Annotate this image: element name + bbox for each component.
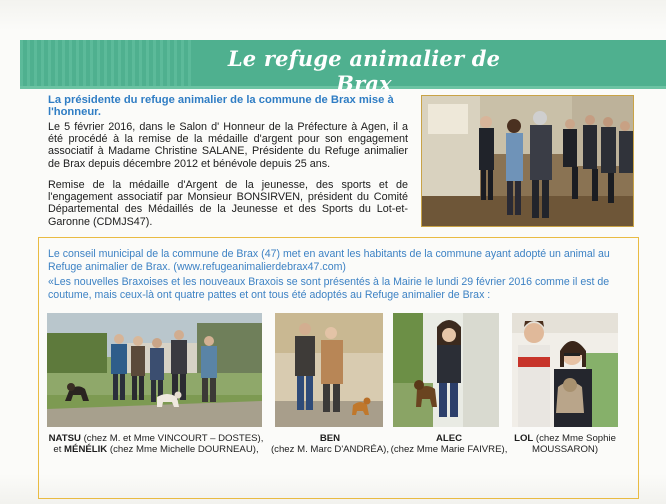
caption-menelik-name: MÉNÉLIK <box>64 444 108 456</box>
adoption-photo-alec <box>393 313 499 427</box>
caption-lol-name: LOL <box>514 433 534 444</box>
ceremony-photo <box>421 95 634 227</box>
intro-paragraph-1: Le 5 février 2016, dans le Salon d' Honneur de la Préfecture à Agen, il a été procédé à la remise de la médaille d'argent pour son engagement associatif à Madame Christine SALANE, Présidente du Refuge animalier de Brax depuis décembre 2012 et bénévole depuis 25 ans. <box>48 121 408 170</box>
adoption-paragraph-1: Le conseil municipal de la commune de Brax (47) met en avant les habitants de la commune ayant adopté un animal au Refuge animalier de Brax. (www.refugeanimalierdebrax47.com) <box>48 248 610 273</box>
intro-heading: La présidente du refuge animalier de la commune de Brax mise à l'honneur. <box>48 94 394 118</box>
intro-paragraph-2: Remise de la médaille d'Argent de la jeunesse, des sports et de l'engagement associatif par Monsieur BONSIRVEN, président du Comité Départemental des Médaillés de la Jeunesse et des Sports du Lot-et-Garonne (CDMJS47). <box>48 179 408 228</box>
caption-natsu-owner: (chez M. et Mme VINCOURT – DOSTES), <box>80 433 264 444</box>
caption-menelik-prefix: et <box>53 444 65 456</box>
caption-natsu-menelik <box>40 433 272 456</box>
caption-ben-name: BEN <box>319 433 341 444</box>
caption-alec-owner: (chez Mme Marie FAIVRE), <box>390 444 508 456</box>
adoption-photo-natsu-menelik <box>47 313 262 427</box>
caption-lol-owner: (chez Mme Sophie MOUSSARON) <box>531 433 616 456</box>
caption-alec-name: ALEC <box>435 433 463 444</box>
caption-ben-owner: (chez M. Marc D'ANDRÉA), <box>270 444 390 456</box>
caption-ben <box>268 433 392 456</box>
page-title: Le refuge animalier de Brax <box>227 46 501 96</box>
caption-menelik-owner: (chez Mme Michelle DOURNEAU), <box>107 444 259 456</box>
caption-lol <box>506 433 624 456</box>
adoption-photo-lol <box>512 313 618 427</box>
adoption-photo-ben <box>275 313 383 427</box>
caption-natsu-name: NATSU <box>48 433 81 444</box>
adoption-paragraph-2: «Les nouvelles Braxoises et les nouveaux Braxois se sont présentés à la Mairie le lundi 29 février 2016 comme il est de coutume, mais ceux-là ont quatre pattes et ont tous été adoptés au Refuge animalier de Brax : <box>48 276 610 301</box>
caption-alec <box>390 433 508 456</box>
